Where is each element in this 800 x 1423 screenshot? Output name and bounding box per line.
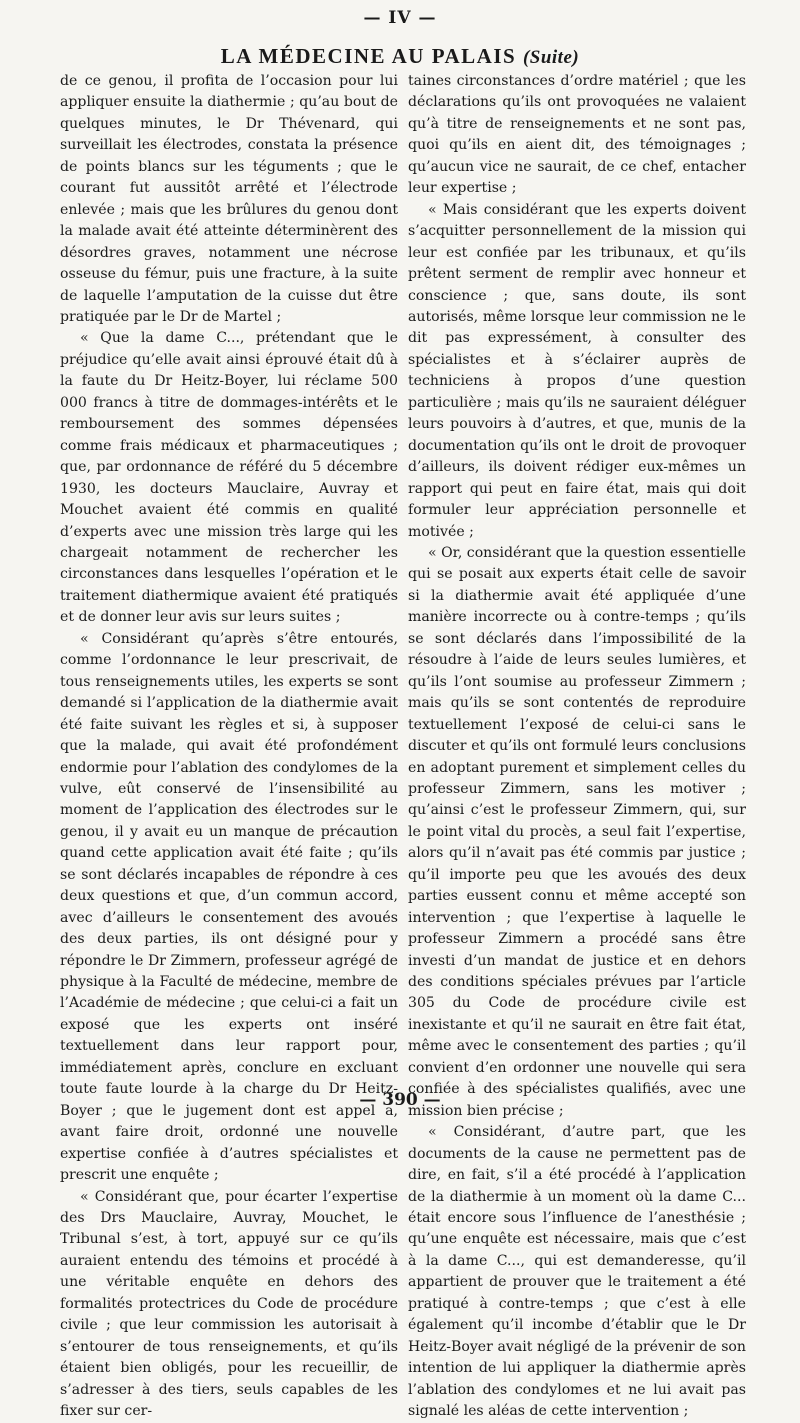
running-head-title: LA MÉDECINE AU PALAIS [220,44,517,68]
left-column [60,71,398,1420]
page-number: — 390 — [359,1090,441,1110]
running-head [0,44,800,69]
paragraph: taines circonstances d’ordre matériel ; que les déclarations qu’ils ont provoquées ne valaient qu’à titre de renseignements et ne sont pas, quoi qu’ils en aient dit, des témoignages ; qu’aucun vice ne saurait, de ce chef, entacher leur expertise ; [408,73,746,197]
paragraph: « Or, considérant que la question essentielle qui se posait aux experts était celle de savoir si la diathermie avait été appliquée d’une manière incorrecte ou à contre-temps ; qu’ils se sont déclarés dans l’impossibilité de la résoudre à l’aide de leurs seules lumières, et qu’ils l’ont soumise au professeur Zimmern ; mais qu’ils se sont contentés de reproduire textuellement l’exposé de celui-ci sans le discuter et qu’ils ont formulé leurs conclusions en adoptant purement et simplement celles du professeur Zimmern, sans les motiver ; qu’ainsi c’est le professeur Zimmern, qui, sur le point vital du procès, a seul fait l’expertise, alors qu’il n’avait pas été commis par justice ; qu’il importe peu que les avoués des deux parties eussent connu et même accepté son intervention ; que l’expertise à laquelle le professeur Zimmern a procédé sans être investi d’un mandat de justice et en dehors des conditions spéciales prévues par l’article 305 du Code de procédure civile est inexistante et qu’il ne saurait en être fait état, même avec le consentement des parties ; qu’il convient d’en ordonner une nouvelle qui sera confiée à des spécialistes qualifiés, avec une mission bien précise ; [408,544,747,1119]
paragraph: « Considérant que, pour écarter l’expertise des Drs Mauclaire, Auvray, Mouchet, le Tribunal s’est, à tort, appuyé sur ce qu’ils auraient entendu des témoins et procédé à une véritable enquête en dehors des formalités protectrices du Code de procédure civile ; que leur commission les autorisait à s’entourer de tous renseignements, et qu’ils étaient bien obligés, pour les recueillir, de s’adresser à des tiers, seuls capables de les fixer sur cer- [60,1188,398,1420]
paragraph: « Considérant, d’autre part, que les documents de la cause ne permettent pas de dire, en fait, s’il a été procédé à l’application de la diathermie à un moment où la dame C... était encore sous l’influence de l’anesthésie ; qu’une enquête est nécessaire, mais que c’est à la dame C..., qui est demanderesse, qu’il appartient de prouver que le traitement a été pratiqué à contre-temps ; que c’est à elle également qu’il incombe d’établir que le Dr Heitz-Boyer avait négligé de la prévenir de son intention de lui appliquer la diathermie après l’ablation des condylomes et ne lui avait pas signalé les aléas de cette intervention ; [408,1124,746,1420]
paragraph: « Que la dame C..., prétendant que le préjudice qu’elle avait ainsi éprouvé était dû à la faute du Dr Heitz-Boyer, lui réclame 500 000 francs à titre de dommages-intérêts et le remboursement des sommes dépensées comme frais médicaux et pharmaceutiques ; que, par ordonnance de référé du 5 décembre 1930, les docteurs Mauclaire, Auvray et Mouchet avaient été commis en qualité d’experts avec une mission très large qui les chargeait notamment de rechercher les circonstances dans lesquelles l’opération et le traitement diathermique avaient été pratiqués et de donner leur avis sur leurs suites ; [60,330,398,626]
page-number-roman: — IV — [363,8,437,28]
paragraph: « Mais considérant que les experts doivent s’acquitter personnellement de la mission qui leur est confiée par les tribunaux, et qu’ils prêtent serment de remplir avec honneur et conscience ; que, sans doute, ils sont autorisés, même lorsque leur commission ne le dit pas expressément, à consulter des spécialistes et à s’éclairer auprès de techniciens à propos d’une question particulière ; mais qu’ils ne sauraient déléguer leurs pouvoirs à d’autres, et que, munis de la documentation qu’ils ont le droit de provoquer d’ailleurs, ils doivent rédiger eux-mêmes un rapport qui peut en faire état, mais qui doit formuler leur appréciation personnelle et motivée ; [408,201,746,540]
paragraph: « Considérant qu’après s’être entourés, comme l’ordonnance le leur prescrivait, de tous renseignements utiles, les experts se sont demandé si l’application de la diathermie avait été faite suivant les règles et si, à supposer que la malade, qui avait été profondément endormie pour l’ablation des condylomes de la vulve, eût conservé de l’insensibilité au moment de l’application des électrodes sur le genou, il y avait eu un manque de précaution quand cette application avait été faite ; qu’ils se sont déclarés incapables de répondre à ces deux questions et que, d’un commun accord, avec d’ailleurs le consentement des avoués des deux parties, ils ont désigné pour y répondre le Dr Zimmern, professeur agrégé de physique à la Faculté de médecine, membre de l’Académie de médecine ; que celui-ci a fait un exposé que les experts ont inséré textuellement dans leur rapport pour, immédiatement après, conclure en excluant toute faute lourde à la charge du Dr Heitz-Boyer ; que le jugement dont est appel a, avant faire droit, ordonné une nouvelle expertise confiée à d’autres spécialistes et prescrit une enquête ; [60,630,398,1184]
right-column [408,71,747,1420]
paragraph: de ce genou, il profita de l’occasion pour lui appliquer ensuite la diathermie ; qu’au bout de quelques minutes, le Dr Thévenard, qui surveillait les électrodes, constata la présence de points blancs sur les téguments ; que le courant fut aussitôt arrêté et l’électrode enlevée ; mais que les brûlures du genou dont la malade avait été atteinte déterminèrent des désordres graves, notamment une nécrose osseuse du fémur, puis une fracture, à la suite de laquelle l’amputation de la cuisse dut être pratiquée par le Dr de Martel ; [60,73,398,325]
running-head-suite: (Suite) [522,47,580,68]
